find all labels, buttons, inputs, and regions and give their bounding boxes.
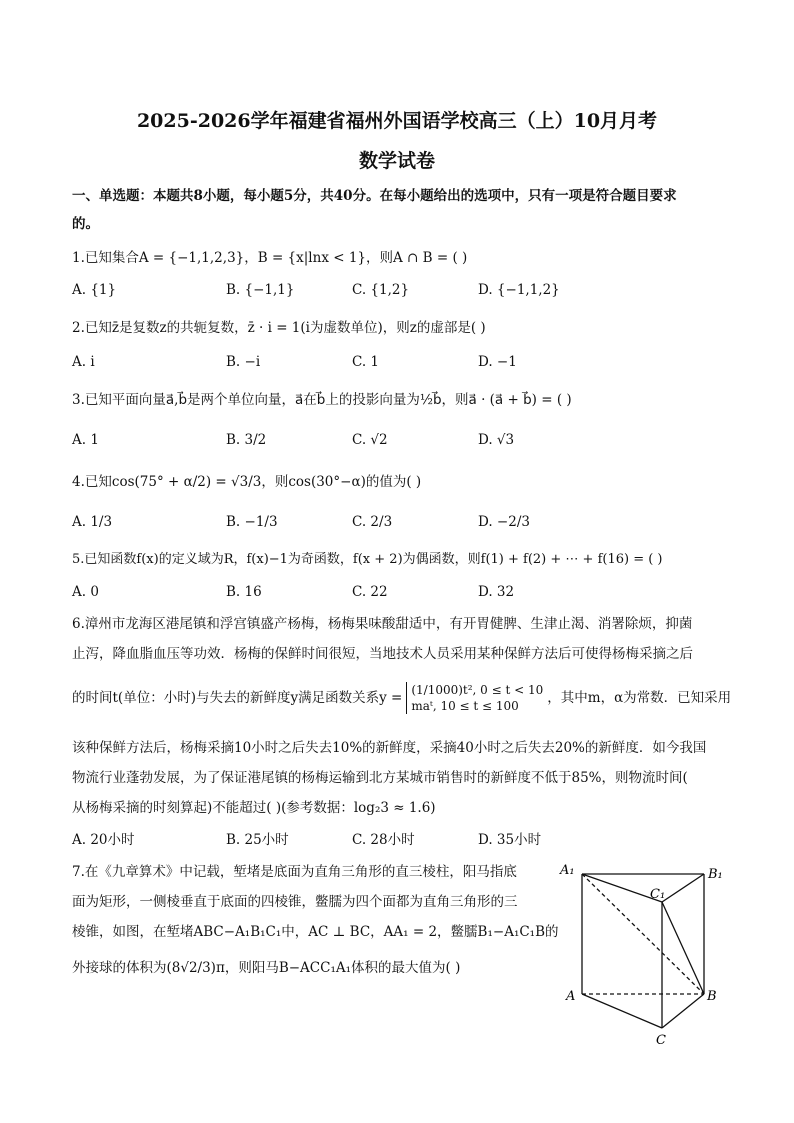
exam-subtitle: 数学试卷 xyxy=(358,150,435,172)
question-7-stem-line4: 外接球的体积为(8√2/3)π，则阳马B−ACC₁A₁体积的最大值为( ) xyxy=(72,960,461,976)
question-6-stem-line3-suffix: ，其中m，α为常数．已知采用 xyxy=(547,690,732,706)
question-4-option-c: C. 2/3 xyxy=(352,514,393,530)
question-3-option-a: A. 1 xyxy=(72,432,99,448)
question-6-option-c: C. 28小时 xyxy=(352,832,415,848)
question-5-option-b: B. 16 xyxy=(226,584,262,600)
question-1-option-b: B. {−1,1} xyxy=(226,282,295,298)
question-6-stem-line5: 物流行业蓬勃发展，为了保证港尾镇的杨梅运输到北方某城市销售时的新鲜度不低于85%，则物流时间( xyxy=(72,770,688,786)
edge-a-c xyxy=(582,994,662,1028)
question-4-option-b: B. −1/3 xyxy=(226,514,278,530)
question-6-stem-line2: 止泻，降血脂血压等功效．杨梅的保鲜时间很短，当地技术人员采用某种保鲜方法后可使得杨梅采摘之后 xyxy=(72,646,693,662)
question-7-stem-line2: 面为矩形，一侧棱垂直于底面的四棱锥，鳖臑为四个面都为直角三角形的三 xyxy=(72,894,518,910)
question-3-option-c: C. √2 xyxy=(352,432,388,448)
question-6-option-a: A. 20小时 xyxy=(72,832,135,848)
piecewise-function xyxy=(406,682,543,714)
question-2-option-a: A. i xyxy=(72,354,95,370)
question-4-option-d: D. −2/3 xyxy=(478,514,530,530)
question-6-stem-line3-prefix: 的时间t(单位：小时)与失去的新鲜度y满足函数关系y = xyxy=(72,690,403,706)
question-6-option-b: B. 25小时 xyxy=(226,832,289,848)
question-4-option-a: A. 1/3 xyxy=(72,514,113,530)
question-6-option-d: D. 35小时 xyxy=(478,832,542,848)
question-5-option-d: D. 32 xyxy=(478,584,515,600)
piecewise-case-1: (1/1000)t², 0 ≤ t < 10 xyxy=(411,683,544,697)
section-instruction-line1: 一、单选题：本题共8小题，每小题5分，共40分。在每小题给出的选项中，只有一项是符合题目要求 xyxy=(72,188,677,204)
prism-figure xyxy=(558,860,726,1050)
question-6-stem-line4: 该种保鲜方法后，杨梅采摘10小时之后失去10%的新鲜度，采摘40小时之后失去20%的新鲜度．如今我国 xyxy=(72,740,707,756)
question-3-stem: 3.已知平面向量a⃗,b⃗是两个单位向量，a⃗在b⃗上的投影向量为½b⃗，则a⃗ · (a⃗ + b⃗) = ( ) xyxy=(72,392,572,408)
question-6-stem-line6: 从杨梅采摘的时刻算起)不能超过( )(参考数据：log₂3 ≈ 1.6) xyxy=(72,800,436,816)
question-3-option-d: D. √3 xyxy=(478,432,515,448)
label-c1: C₁ xyxy=(650,887,666,902)
piecewise-case-2: maᵗ, 10 ≤ t ≤ 100 xyxy=(411,699,519,713)
question-2-option-b: B. −i xyxy=(226,354,261,370)
question-7-stem-line1: 7.在《九章算术》中记载，堑堵是底面为直角三角形的直三棱柱，阳马指底 xyxy=(72,864,517,880)
question-1-option-c: C. {1,2} xyxy=(352,282,410,298)
diagonal-c1-b xyxy=(662,902,704,994)
label-b: B xyxy=(707,989,717,1004)
label-a1: A₁ xyxy=(560,863,575,878)
question-6-stem-line3 xyxy=(72,678,732,718)
label-a: A xyxy=(566,989,576,1004)
question-6-stem-line1: 6.漳州市龙海区港尾镇和浮宫镇盛产杨梅，杨梅果味酸甜适中，有开胃健脾、生津止渴、消署除烦，抑菌 xyxy=(72,616,693,632)
question-5-stem: 5.已知函数f(x)的定义域为R，f(x)−1为奇函数，f(x + 2)为偶函数，则f(1) + f(2) + ⋯ + f(16) = ( ) xyxy=(72,552,663,567)
section-instruction-line2: 的。 xyxy=(72,216,99,232)
edge-c-b xyxy=(662,994,704,1028)
question-1-option-a: A. {1} xyxy=(72,282,117,298)
question-2-option-c: C. 1 xyxy=(352,354,380,370)
exam-title: 2025-2026学年福建省福州外国语学校高三（上）10月月考 xyxy=(136,110,658,132)
question-7-stem-line3: 棱锥，如图，在堑堵ABC−A₁B₁C₁中，AC ⊥ BC，AA₁ = 2，鳖臑B₁−A₁C₁B的 xyxy=(72,924,559,940)
label-c: C xyxy=(656,1033,666,1048)
question-2-stem: 2.已知z̄是复数z的共轭复数，z̄ · i = 1(i为虚数单位)，则z的虚部是( ) xyxy=(72,320,486,336)
question-1-stem: 1.已知集合A = {−1,1,2,3}，B = {x|lnx < 1}，则A ∩ B = ( ) xyxy=(72,250,468,266)
question-3-option-b: B. 3/2 xyxy=(226,432,267,448)
diagonal-a1-b-hidden xyxy=(582,874,704,994)
edge-c1-b1 xyxy=(662,874,704,902)
question-1-option-d: D. {−1,1,2} xyxy=(478,282,560,298)
question-5-option-c: C. 22 xyxy=(352,584,388,600)
question-5-option-a: A. 0 xyxy=(72,584,99,600)
label-b1: B₁ xyxy=(708,867,723,882)
question-4-stem: 4.已知cos(75° + α/2) = √3/3，则cos(30°−α)的值为( ) xyxy=(72,474,422,490)
question-2-option-d: D. −1 xyxy=(478,354,517,370)
